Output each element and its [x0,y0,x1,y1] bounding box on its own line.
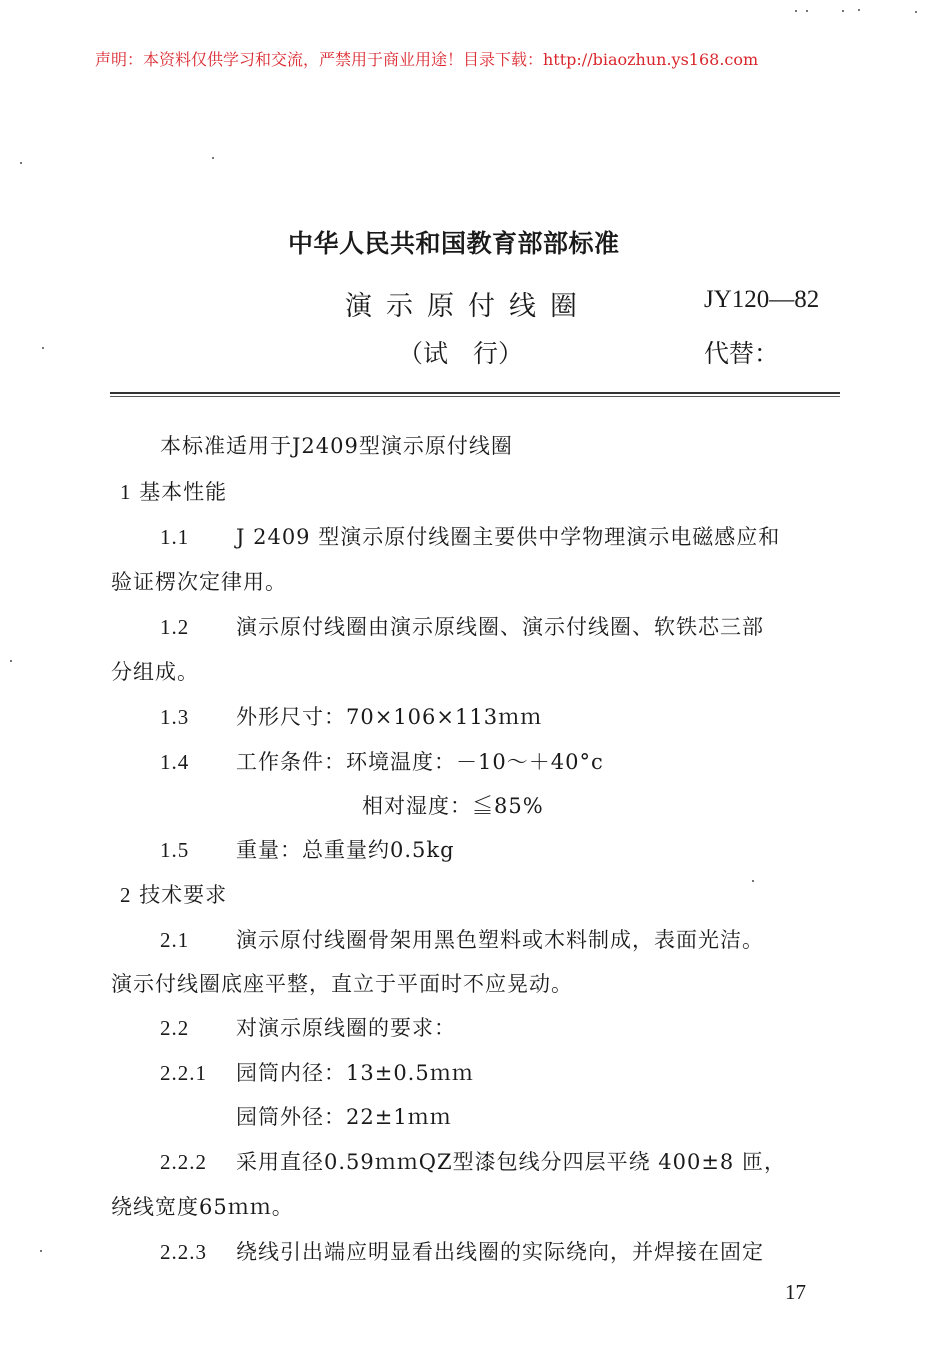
clause-2-1-cont: 演示付线圈底座平整，直立于平面时不应晃动。 [111,972,573,996]
clause-2-2-2: 2.2.2 采用直径0.59ｍｍQZ型漆包线分四层平绕 400±8 匝， [160,1150,786,1174]
standard-code: JY120—82 [704,286,820,313]
trial-label: （试 行） [398,339,524,368]
section-heading-2: 2 技术要求 [120,883,228,907]
scan-speck [858,9,860,11]
clause-2-2-1: 2.2.1 园筒内径：13±0.5ｍｍ [160,1061,474,1085]
clause-2-2-2-cont: 绕线宽度65ｍｍ。 [111,1195,294,1219]
scan-speck [842,10,844,12]
copyright-notice: 声明：本资料仅供学习和交流，严禁用于商业用途！目录下载：http://biaozhun.ys168.com [95,50,759,69]
clause-2-1: 2.1 演示原付线圈骨架用黑色塑料或木料制成，表面光洁。 [160,928,764,952]
section-heading-1: 1 基本性能 [120,480,228,504]
issuing-organization: 中华人民共和国教育部部标准 [288,229,620,258]
clause-2-2-3: 2.2.3 绕线引出端应明显看出线圈的实际绕向，并焊接在固定 [160,1240,764,1264]
clause-1-4: 1.4 工作条件：环境温度：－10～＋40°c [160,750,604,774]
clause-1-2-cont: 分组成。 [111,660,199,684]
scan-speck [795,10,797,12]
scan-speck [42,347,44,349]
document-title: 演示原付线圈 [345,291,591,322]
clause-1-2: 1.2 演示原付线圈由演示原线圈、演示付线圈、软铁芯三部 [160,615,764,639]
clause-1-5: 1.5 重量：总重量约0.5kg [160,838,455,862]
scan-speck [806,10,808,12]
replaces-label: 代替： [704,339,780,368]
clause-2-2-1-outer: 园筒外径：22±1ｍｍ [236,1105,452,1129]
header-divider [110,392,840,394]
scan-speck [10,660,12,662]
scan-speck [915,11,917,13]
scan-speck [40,1250,42,1252]
clause-1-1-cont: 验证楞次定律用。 [111,570,287,594]
page-number: 17 [785,1280,806,1304]
scan-speck [212,157,214,159]
scan-speck [752,880,754,882]
clause-1-1: 1.1 J 2409 型演示原付线圈主要供中学物理演示电磁感应和 [160,525,781,549]
scan-speck [20,162,22,164]
header-divider-thin [110,396,840,397]
clause-1-3: 1.3 外形尺寸：70×106×113ｍｍ [160,705,543,729]
clause-2-2: 2.2 对演示原线圈的要求： [160,1016,456,1040]
clause-1-4-humidity: 相对湿度：≦85% [362,794,544,818]
scope-statement: 本标准适用于J2409型演示原付线圈 [160,434,513,458]
